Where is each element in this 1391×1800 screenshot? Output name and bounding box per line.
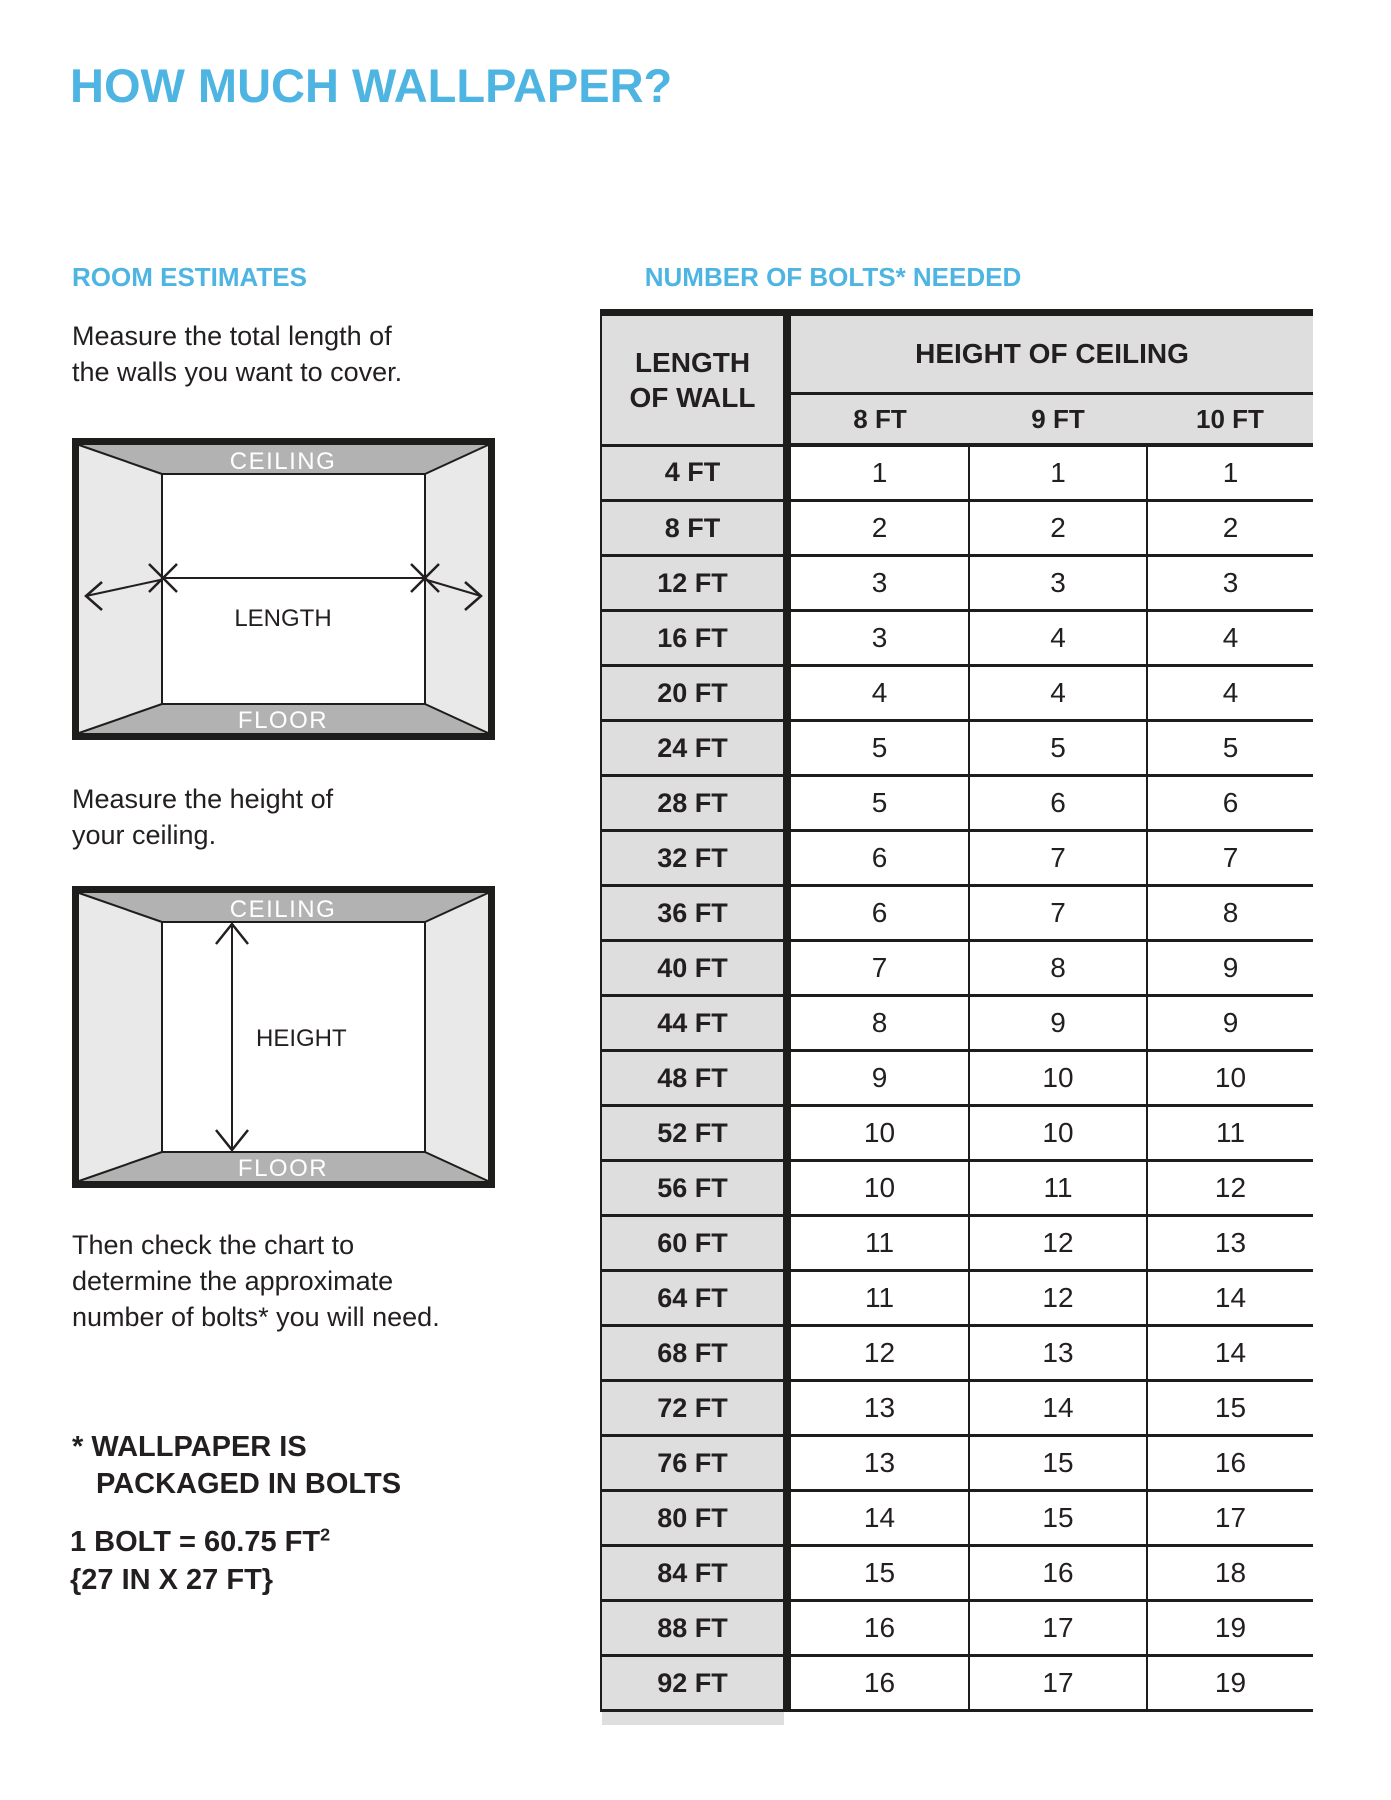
value-cell: 5 [787,721,969,776]
room-estimates-heading: ROOM ESTIMATES [72,262,307,292]
table-row [601,886,1313,941]
column-header-8ft: 8 FT [787,394,969,446]
table-row [601,1271,1313,1326]
value-cell: 6 [787,886,969,941]
value-cell: 16 [787,1656,969,1711]
value-cell: 16 [787,1601,969,1656]
height-of-ceiling-header: HEIGHT OF CEILING [787,313,1313,394]
value-cell: 4 [1147,666,1313,721]
value-cell: 4 [969,666,1147,721]
value-cell: 9 [1147,996,1313,1051]
table-row [601,1491,1313,1546]
table-row [601,611,1313,666]
table-row [601,1436,1313,1491]
value-cell: 5 [787,776,969,831]
row-header-cell: 40 FT [601,941,787,996]
value-cell: 15 [787,1546,969,1601]
value-cell: 14 [787,1491,969,1546]
table-row [601,1656,1313,1711]
text-line: number of bolts* you will need. [72,1302,440,1332]
row-header-cell: 36 FT [601,886,787,941]
value-cell: 2 [787,501,969,556]
row-header-cell: 48 FT [601,1051,787,1106]
value-cell: 19 [1147,1656,1313,1711]
value-cell: 10 [969,1106,1147,1161]
table-row [601,1601,1313,1656]
ceiling-label: CEILING [229,896,337,923]
room-length-diagram [72,438,495,740]
table-row [601,501,1313,556]
row-header-cell: 72 FT [601,1381,787,1436]
column-header-10ft: 10 FT [1147,394,1313,446]
value-cell: 10 [969,1051,1147,1106]
row-header-cell: 24 FT [601,721,787,776]
row-header-cell: 28 FT [601,776,787,831]
footnote-line: * WALLPAPER IS [72,1431,307,1463]
value-cell: 13 [1147,1216,1313,1271]
footnote-line: PACKAGED IN BOLTS [96,1468,402,1500]
back-wall [162,474,425,704]
value-cell: 17 [1147,1491,1313,1546]
value-cell: 7 [787,941,969,996]
value-cell: 1 [1147,445,1313,501]
value-cell: 9 [787,1051,969,1106]
height-label: HEIGHT [256,1025,347,1052]
length-of-wall-header [601,313,787,446]
value-cell: 6 [1147,776,1313,831]
floor-label: FLOOR [237,707,329,734]
ceiling-height-diagram [72,886,495,1188]
table-row [601,941,1313,996]
row-header-cell: 64 FT [601,1271,787,1326]
row-header-cell: 12 FT [601,556,787,611]
table-row [601,996,1313,1051]
text-line: your ceiling. [72,820,217,850]
row-header-cell: 92 FT [601,1656,787,1711]
value-cell: 3 [1147,556,1313,611]
bolts-footnote [72,1429,401,1503]
table-row [601,666,1313,721]
table-row [601,1051,1313,1106]
table-row [601,1161,1313,1216]
value-cell: 3 [787,556,969,611]
row-header-cell: 60 FT [601,1216,787,1271]
value-cell: 3 [969,556,1147,611]
value-cell: 9 [1147,941,1313,996]
value-cell: 11 [787,1216,969,1271]
value-cell: 1 [969,445,1147,501]
table-row [601,445,1313,501]
value-cell: 12 [969,1271,1147,1326]
value-cell: 10 [787,1106,969,1161]
table-bottom-gray-strip [602,1712,784,1725]
table-header-row-1 [601,313,1313,394]
value-cell: 15 [969,1491,1147,1546]
value-cell: 11 [969,1161,1147,1216]
row-header-cell: 52 FT [601,1106,787,1161]
floor-label: FLOOR [237,1155,329,1182]
text-line: the walls you want to cover. [72,357,403,387]
text-line: Measure the height of [72,784,334,814]
value-cell: 6 [787,831,969,886]
row-header-cell: 80 FT [601,1491,787,1546]
table-row [601,721,1313,776]
bolt-equation [70,1523,330,1561]
table-body [601,445,1313,1711]
value-cell: 13 [969,1326,1147,1381]
value-cell: 17 [969,1656,1147,1711]
value-cell: 11 [787,1271,969,1326]
row-header-cell: 32 FT [601,831,787,886]
value-cell: 11 [1147,1106,1313,1161]
page-title: HOW MUCH WALLPAPER? [70,59,673,112]
table-row [601,1216,1313,1271]
value-cell: 13 [787,1436,969,1491]
value-cell: 8 [1147,886,1313,941]
value-cell: 7 [1147,831,1313,886]
value-cell: 12 [787,1326,969,1381]
table-row [601,1326,1313,1381]
table-row [601,831,1313,886]
table-row [601,1381,1313,1436]
bolt-size-info [70,1523,330,1599]
value-cell: 13 [787,1381,969,1436]
row-header-cell: 16 FT [601,611,787,666]
table-row [601,776,1313,831]
right-wall [425,893,488,1181]
bolts-table [600,309,1313,1712]
bolt-equation-text: 1 BOLT = 60.75 FT [70,1526,321,1558]
value-cell: 10 [1147,1051,1313,1106]
table-row [601,1106,1313,1161]
value-cell: 14 [1147,1271,1313,1326]
instruction-check-chart [72,1227,440,1335]
row-header-cell: 56 FT [601,1161,787,1216]
value-cell: 10 [787,1161,969,1216]
text-line: determine the approximate [72,1266,394,1296]
value-cell: 5 [1147,721,1313,776]
text-line: Measure the total length of [72,321,392,351]
text-line: Then check the chart to [72,1230,355,1260]
value-cell: 2 [969,501,1147,556]
bolts-table-heading: NUMBER OF BOLTS* NEEDED [644,262,1022,292]
value-cell: 1 [787,445,969,501]
value-cell: 4 [969,611,1147,666]
instruction-measure-height [72,781,333,853]
value-cell: 15 [969,1436,1147,1491]
row-header-cell: 4 FT [601,445,787,501]
value-cell: 2 [1147,501,1313,556]
value-cell: 8 [787,996,969,1051]
value-cell: 7 [969,831,1147,886]
value-cell: 16 [1147,1436,1313,1491]
left-wall [79,893,162,1181]
value-cell: 16 [969,1546,1147,1601]
row-header-cell: 88 FT [601,1601,787,1656]
value-cell: 3 [787,611,969,666]
bolt-dimensions: {27 IN X 27 FT} [70,1564,274,1596]
value-cell: 9 [969,996,1147,1051]
instruction-measure-length [72,318,402,390]
row-header-cell: 44 FT [601,996,787,1051]
value-cell: 4 [1147,611,1313,666]
row-header-cell: 68 FT [601,1326,787,1381]
value-cell: 15 [1147,1381,1313,1436]
row-header-cell: 8 FT [601,501,787,556]
value-cell: 5 [969,721,1147,776]
header-line: LENGTH [634,346,751,378]
value-cell: 6 [969,776,1147,831]
value-cell: 17 [969,1601,1147,1656]
value-cell: 12 [1147,1161,1313,1216]
value-cell: 4 [787,666,969,721]
value-cell: 19 [1147,1601,1313,1656]
row-header-cell: 20 FT [601,666,787,721]
header-line: OF WALL [629,381,756,413]
squared-superscript: 2 [320,1524,331,1545]
row-header-cell: 84 FT [601,1546,787,1601]
value-cell: 12 [969,1216,1147,1271]
value-cell: 14 [969,1381,1147,1436]
table-row [601,1546,1313,1601]
column-header-9ft: 9 FT [969,394,1147,446]
value-cell: 7 [969,886,1147,941]
value-cell: 14 [1147,1326,1313,1381]
length-label: LENGTH [234,605,332,632]
ceiling-label: CEILING [229,448,337,475]
value-cell: 18 [1147,1546,1313,1601]
table-row [601,556,1313,611]
row-header-cell: 76 FT [601,1436,787,1491]
value-cell: 8 [969,941,1147,996]
